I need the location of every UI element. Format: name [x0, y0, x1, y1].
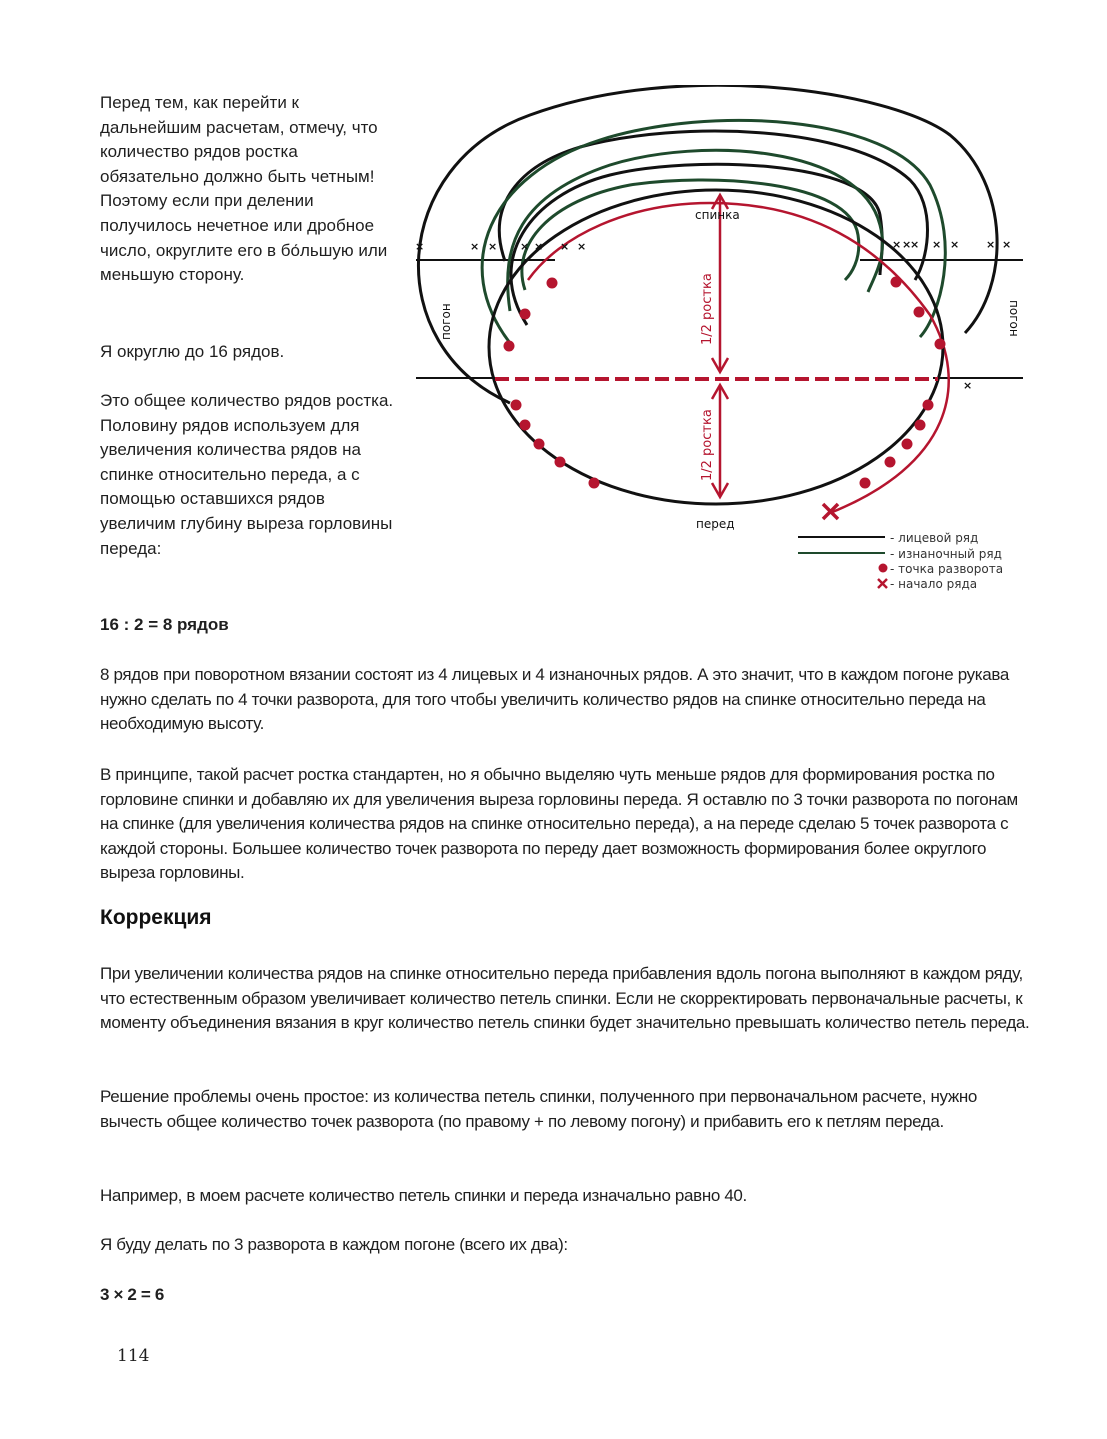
svg-text:×: × — [902, 238, 912, 251]
paragraph-turning-rows: 8 рядов при поворотном вязании состоят из 4 лицевых и 4 изнаночных рядов. А это значит, что в каждом погоне рукава нужно сделать по 4 точки разворота, для того чтобы увеличить количество рядов на спинке относительно переда на необходимую высоту. — [100, 665, 1009, 734]
paragraph-solution: Решение проблемы очень простое: из количества петель спинки, полученного при первоначальном расчете, нужно вычесть общее количество точек разворота (по правому + по левому погону) и прибавить его к петлям переда. — [100, 1087, 978, 1131]
legend-cross-icon — [878, 579, 887, 588]
legend — [798, 531, 1003, 591]
shoulder-left-label: погон — [439, 303, 453, 340]
half-height-lower-label: 1/2 ростка — [700, 409, 715, 481]
front-label: перед — [696, 517, 735, 531]
formula-half-rows: 16 : 2 = 8 рядов — [100, 615, 229, 634]
svg-text:×: × — [910, 238, 920, 251]
paragraph-standard-calc: В принципе, такой расчет ростка стандартен, но я обычно выделяю чуть меньше рядов для формирования ростка по горловине спинки и добавляю их для увеличения выреза горловины переда. Я оставлю по 3 точки разворота по погонам на спинке (для увеличения количества рядов на спинке относительно переда), а на переде сделаю 5 точек разворота с каждой стороны. Большее количество точек разворота по переду дает возможность формирования более округлого выреза горловины. — [100, 765, 1018, 883]
section-heading-correction: Коррекция — [100, 906, 212, 929]
svg-text:×: × — [415, 240, 425, 253]
svg-text:×: × — [892, 238, 902, 251]
paragraph-correction-problem: При увеличении количества рядов на спинке относительно переда прибавления вдоль погона выполняют в каждом ряду, что естественным образом увеличивает количество петель спинки. Если не скорректировать первоначальные расчеты, к моменту объединения вязания в круг количество петель спинки будет значительно превышать количество петель переда. — [100, 964, 1030, 1033]
svg-text:×: × — [986, 238, 996, 251]
legend-dot-icon — [879, 564, 888, 573]
paragraph-example: Например, в моем расчете количество петель спинки и переда изначально равно 40. — [100, 1186, 747, 1205]
svg-text:×: × — [470, 240, 480, 253]
svg-text:×: × — [932, 238, 942, 251]
shoulder-right-label: погон — [1007, 300, 1021, 337]
svg-text:×: × — [950, 238, 960, 251]
neckline-diagram — [410, 85, 1050, 605]
svg-text:×: × — [560, 240, 570, 253]
back-label: спинка — [695, 208, 740, 222]
intro-paragraph-rounding: Я округлю до 16 рядов. — [100, 342, 285, 361]
svg-text:×: × — [488, 240, 498, 253]
svg-text:×: × — [577, 240, 587, 253]
formula-total-turns: 3 × 2 = 6 — [100, 1285, 164, 1304]
intro-paragraph-total-rows: Это общее количество рядов ростка. Половину рядов используем для увеличения количества рядов на спинке относительно переда, а с помощью оставшихся рядов увеличим глубину выреза горловины переда: — [100, 391, 394, 558]
legend-row-start: - начало ряда — [890, 577, 978, 591]
start-row-arc — [528, 203, 949, 513]
legend-knit-row: - лицевой ряд — [890, 531, 979, 545]
svg-text:×: × — [534, 240, 544, 253]
paragraph-turns-per-shoulder: Я буду делать по 3 разворота в каждом погоне (всего их два): — [100, 1235, 568, 1254]
half-height-upper-label: 1/2 ростка — [700, 273, 715, 345]
intro-paragraph-even-rows: Перед тем, как перейти к дальнейшим расчетам, отмечу, что количество рядов ростка обязательно должно быть четным! Поэтому если при делении получилось нечетное или дробное число, округлите его в бо́льшую или меньшую сторону. — [100, 93, 388, 285]
page-number: 114 — [117, 1346, 150, 1366]
svg-text:×: × — [1002, 238, 1012, 251]
legend-turning-point: - точка разворота — [890, 562, 1004, 576]
svg-text:×: × — [963, 379, 973, 392]
neckline-oval — [489, 190, 943, 504]
legend-purl-row: - изнаночный ряд — [890, 547, 1002, 561]
svg-text:×: × — [520, 240, 530, 253]
